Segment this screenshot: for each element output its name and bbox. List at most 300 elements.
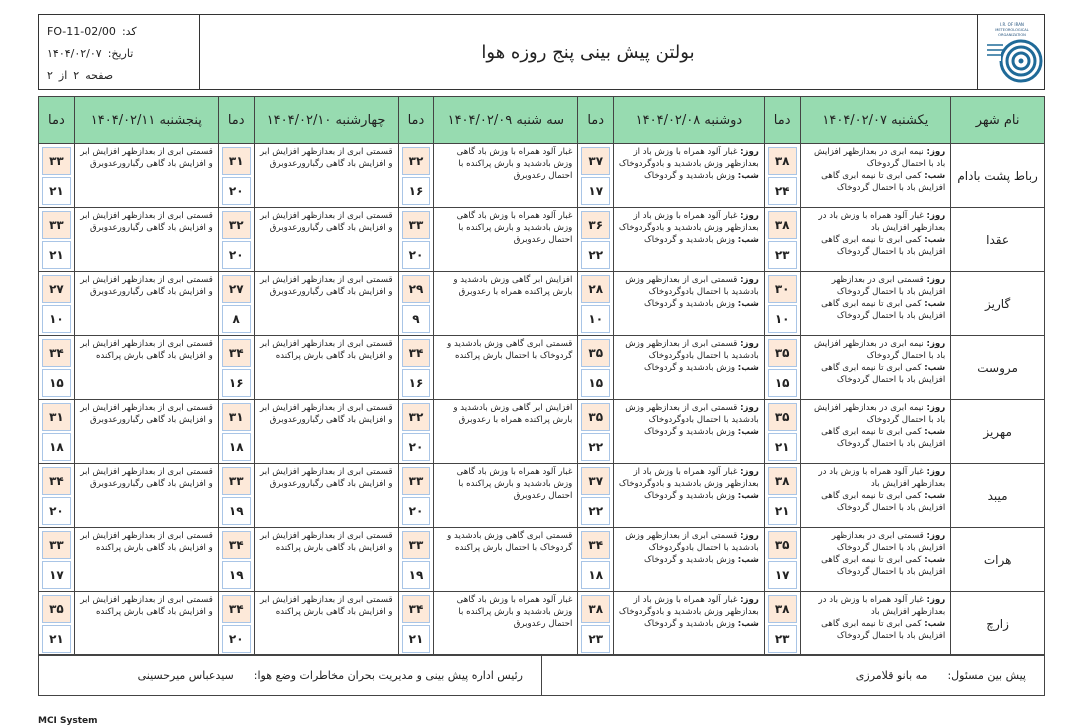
max-temperature: ۳۲ [402,403,431,431]
night-forecast-text: وزش بادشدید و گردوخاک [644,299,736,309]
temperature-pair [39,337,74,399]
temperature-cell [218,400,254,464]
temperature-pair [578,209,613,271]
temperature-cell [578,272,614,336]
min-temperature: ۱۹ [222,561,251,589]
max-temperature: ۳۵ [581,403,610,431]
city-name: هرات [951,528,1045,592]
forecast-description [434,336,578,400]
forecast-description [74,464,218,528]
night-forecast-text: وزش بادشدید و گردوخاک [644,171,736,181]
code-label: کد: [121,25,137,38]
temperature-cell [218,336,254,400]
temperature-pair [39,145,74,207]
max-temperature: ۳۴ [402,595,431,623]
max-temperature: ۳۰ [768,275,797,303]
night-forecast-text: کمی ابری تا نیمه ابری گاهی افزایش باد با احتمال گردوخاک [821,299,946,321]
forecast-text: قسمتی ابری از بعدازظهر افزایش ابر و افزایش باد گاهی بارش پراکنده [80,339,213,361]
table-row [39,336,1045,400]
day-forecast-text: غبار آلود همراه با وزش باد در بعدازظهر افزایش باد [818,467,946,489]
max-temperature: ۳۳ [42,211,71,239]
forecaster-label: پیش بین مسئول: [947,668,1026,682]
max-temperature: ۳۴ [222,595,251,623]
min-temperature: ۱۰ [581,305,610,333]
temperature-cell [398,592,434,656]
max-temperature: ۳۸ [768,595,797,623]
temperature-pair [765,529,800,591]
forecast-description [800,144,951,208]
night-forecast [618,234,759,246]
city-column-header: نام شهر [951,97,1045,144]
forecaster-block [542,655,1044,695]
table-row [39,272,1045,336]
max-temperature: ۳۸ [768,211,797,239]
night-prefix: شب: [924,299,946,309]
day-column-header: یکشنبه ۱۴۰۴/۰۲/۰۷ [800,97,951,144]
max-temperature: ۲۸ [581,275,610,303]
day-forecast [618,210,759,234]
day-column-header: چهارشنبه ۱۴۰۴/۰۲/۱۰ [254,97,398,144]
day-forecast-text: قسمتی ابری در بعدازظهر افزایش باد با احتمال گردوخاک [831,275,946,297]
head-label: رئیس اداره پیش بینی و مدیریت بحران مخاطرات وضع هوا: [253,668,523,682]
forecast-description [434,400,578,464]
temperature-cell [398,336,434,400]
day-prefix: روز: [926,339,946,349]
temperature-pair [39,593,74,655]
forecast-description [800,464,951,528]
max-temperature: ۳۳ [42,147,71,175]
forecast-description [614,528,765,592]
forecast-description [74,336,218,400]
temperature-pair [39,209,74,271]
night-prefix: شب: [924,363,946,373]
max-temperature: ۳۵ [768,403,797,431]
forecast-description [434,528,578,592]
forecast-description [74,592,218,656]
night-prefix: شب: [737,619,759,629]
forecast-description [254,208,398,272]
max-temperature: ۳۱ [42,403,71,431]
night-forecast [618,298,759,310]
svg-text:METEOROLOGICAL: METEOROLOGICAL [995,28,1029,32]
max-temperature: ۳۸ [768,467,797,495]
min-temperature: ۲۳ [581,625,610,653]
min-temperature: ۱۰ [768,305,797,333]
forecast-description [74,272,218,336]
min-temperature: ۱۵ [581,369,610,397]
day-forecast-text: غبار آلود همراه با وزش باد در بعدازظهر افزایش باد [818,211,946,233]
temperature-cell [578,144,614,208]
meteorology-logo-icon [981,19,1043,85]
forecast-description [800,528,951,592]
temperature-pair [39,465,74,527]
max-temperature: ۳۱ [222,403,251,431]
day-forecast-text: غبار آلود همراه با وزش باد از بعدازظهر وزش بادشدید و بادوگردوخاک [618,211,759,233]
day-prefix: روز: [926,403,946,413]
city-name: میبد [951,464,1045,528]
day-prefix: روز: [740,531,759,541]
night-prefix: شب: [737,491,759,501]
temperature-cell [39,464,75,528]
temperature-pair [765,145,800,207]
signature-footer [38,654,1045,696]
temperature-cell [218,272,254,336]
forecast-text: قسمتی ابری از بعدازظهر افزایش ابر و افزایش باد گاهی رگبارورعدوبرق [260,147,393,169]
night-prefix: شب: [924,619,946,629]
forecast-text: قسمتی ابری از بعدازظهر افزایش ابر و افزایش باد گاهی بارش پراکنده [80,595,213,617]
temperature-pair [578,273,613,335]
forecast-description [800,208,951,272]
page-current: ۲ [73,69,80,82]
min-temperature: ۱۰ [42,305,71,333]
night-forecast-text: کمی ابری تا نیمه ابری گاهی افزایش باد با احتمال گردوخاک [821,619,946,641]
max-temperature: ۳۲ [402,147,431,175]
day-forecast [618,338,759,362]
day-forecast-text: قسمتی ابری از بعدازظهر وزش بادشدید با احتمال بادوگردوخاک [625,275,759,297]
temperature-pair [219,209,254,271]
temperature-pair [578,337,613,399]
min-temperature: ۲۰ [402,497,431,525]
night-prefix: شب: [737,299,759,309]
day-column-header: دوشنبه ۱۴۰۴/۰۲/۰۸ [614,97,765,144]
day-forecast [618,146,759,170]
day-forecast-text: غبار آلود همراه با وزش باد از بعدازظهر وزش بادشدید و بادوگردوخاک [618,595,759,617]
min-temperature: ۲۳ [768,625,797,653]
min-temperature: ۱۸ [222,433,251,461]
page-total: ۲ [47,69,53,82]
night-forecast [805,170,946,194]
night-forecast-text: وزش بادشدید و گردوخاک [644,619,736,629]
forecast-description [800,336,951,400]
night-prefix: شب: [924,427,946,437]
day-forecast [805,146,946,170]
temperature-cell [39,208,75,272]
day-prefix: روز: [740,339,759,349]
night-forecast [805,554,946,578]
min-temperature: ۱۹ [402,561,431,589]
temperature-pair [399,529,434,591]
temperature-cell [578,464,614,528]
forecast-text: افزایش ابر گاهی وزش بادشدید و بارش پراکنده همراه با رعدوبرق [453,403,573,425]
temperature-pair [219,593,254,655]
night-prefix: شب: [924,491,946,501]
night-forecast [805,490,946,514]
min-temperature: ۲۴ [768,177,797,205]
forecast-text: قسمتی ابری از بعدازظهر افزایش ابر و افزایش باد گاهی بارش پراکنده [260,339,393,361]
forecast-description [254,464,398,528]
min-temperature: ۱۸ [581,561,610,589]
temperature-cell [39,144,75,208]
day-forecast [805,338,946,362]
day-prefix: روز: [926,467,946,477]
max-temperature: ۳۵ [42,595,71,623]
temperature-cell [398,400,434,464]
day-forecast-text: غبار آلود همراه با وزش باد از بعدازظهر وزش بادشدید و بادوگردوخاک [618,467,759,489]
code-row [47,21,192,43]
temperature-cell [578,336,614,400]
max-temperature: ۳۳ [402,211,431,239]
svg-text:I.R. OF IRAN: I.R. OF IRAN [1000,22,1024,27]
page-of: از [58,69,68,82]
forecast-description [434,144,578,208]
night-forecast-text: وزش بادشدید و گردوخاک [644,427,736,437]
day-forecast-text: نیمه ابری در بعدازظهر افزایش باد با احتمال گردوخاک [813,147,946,169]
max-temperature: ۳۶ [581,211,610,239]
temp-column-header: دما [398,97,434,144]
min-temperature: ۲۰ [222,625,251,653]
forecast-description [74,400,218,464]
temp-column-header: دما [764,97,800,144]
max-temperature: ۳۴ [222,531,251,559]
night-prefix: شب: [737,171,759,181]
forecast-text: افزایش ابر گاهی وزش بادشدید و بارش پراکنده همراه با رعدوبرق [453,275,573,297]
table-row [39,400,1045,464]
max-temperature: ۳۴ [42,339,71,367]
temperature-cell [39,592,75,656]
temperature-pair [578,465,613,527]
forecast-text: قسمتی ابری از بعدازظهر افزایش ابر و افزایش باد گاهی رگبارورعدوبرق [80,403,213,425]
day-prefix: روز: [926,275,946,285]
min-temperature: ۲۱ [42,241,71,269]
temperature-pair [399,273,434,335]
svg-text:ORGANIZATION: ORGANIZATION [998,33,1026,37]
night-forecast [618,362,759,374]
day-prefix: روز: [740,275,759,285]
temperature-cell [218,464,254,528]
night-forecast-text: وزش بادشدید و گردوخاک [644,555,736,565]
max-temperature: ۳۳ [222,467,251,495]
forecast-text: قسمتی ابری از بعدازظهر افزایش ابر و افزایش باد گاهی بارش پراکنده [80,531,213,553]
head-block [39,655,542,695]
temperature-cell [39,336,75,400]
min-temperature: ۲۰ [402,433,431,461]
temperature-pair [39,273,74,335]
forecast-description [254,528,398,592]
min-temperature: ۸ [222,305,251,333]
temperature-cell [218,144,254,208]
day-forecast [805,210,946,234]
temperature-cell [218,208,254,272]
forecast-description [800,400,951,464]
temperature-cell [218,528,254,592]
city-name: گاریز [951,272,1045,336]
forecast-description [254,592,398,656]
temperature-pair [399,337,434,399]
code-value: FO-11-02/00 [47,25,116,38]
forecast-description [614,208,765,272]
night-forecast [805,362,946,386]
max-temperature: ۳۸ [768,147,797,175]
night-forecast [618,554,759,566]
forecast-text: قسمتی ابری از بعدازظهر افزایش ابر و افزایش باد گاهی رگبارورعدوبرق [260,403,393,425]
temperature-pair [39,529,74,591]
forecast-text: غبار آلود همراه با وزش باد گاهی وزش بادشدید و بارش پراکنده با احتمال رعدوبرق [456,147,573,181]
day-prefix: روز: [926,595,946,605]
temperature-cell [578,400,614,464]
forecast-description [614,144,765,208]
night-forecast [618,170,759,182]
min-temperature: ۲۰ [222,177,251,205]
system-note: MCI System [38,716,98,726]
day-forecast [805,274,946,298]
day-prefix: روز: [926,147,946,157]
max-temperature: ۳۳ [42,531,71,559]
min-temperature: ۲۱ [402,625,431,653]
max-temperature: ۳۲ [222,211,251,239]
min-temperature: ۱۷ [581,177,610,205]
night-prefix: شب: [737,427,759,437]
night-prefix: شب: [924,555,946,565]
min-temperature: ۲۱ [42,625,71,653]
date-value: ۱۴۰۴/۰۲/۰۷ [47,47,102,60]
day-forecast-text: نیمه ابری در بعدازظهر افزایش باد با احتمال گردوخاک [813,403,946,425]
temperature-pair [219,145,254,207]
forecast-text: قسمتی ابری گاهی وزش بادشدید و گردوخاک با احتمال بارش پراکنده [447,339,573,361]
organization-logo [981,19,1043,85]
temperature-cell [764,592,800,656]
temperature-pair [765,401,800,463]
table-row [39,464,1045,528]
forecast-description [614,400,765,464]
max-temperature: ۳۳ [402,531,431,559]
document-meta [47,21,192,87]
temp-column-header: دما [578,97,614,144]
forecaster-name: مه بانو قلامرزی [855,668,928,682]
night-forecast [805,618,946,642]
temperature-cell [764,336,800,400]
night-forecast [805,298,946,322]
night-forecast [618,490,759,502]
temperature-cell [398,528,434,592]
forecast-text: قسمتی ابری از بعدازظهر افزایش ابر و افزایش باد گاهی رگبارورعدوبرق [80,211,213,233]
temperature-pair [765,465,800,527]
table-row [39,528,1045,592]
night-forecast [805,234,946,258]
table-row [39,144,1045,208]
forecast-text: قسمتی ابری از بعدازظهر افزایش ابر و افزایش باد گاهی رگبارورعدوبرق [80,147,213,169]
temperature-cell [39,400,75,464]
night-forecast-text: کمی ابری تا نیمه ابری گاهی افزایش باد با احتمال گردوخاک [821,555,946,577]
city-name: مهریز [951,400,1045,464]
max-temperature: ۳۴ [42,467,71,495]
min-temperature: ۲۲ [581,241,610,269]
night-forecast-text: کمی ابری تا نیمه ابری گاهی افزایش باد با احتمال گردوخاک [821,171,946,193]
day-forecast [618,594,759,618]
temperature-cell [764,272,800,336]
forecast-description [254,272,398,336]
temperature-pair [578,529,613,591]
min-temperature: ۲۲ [581,433,610,461]
temperature-cell [764,464,800,528]
min-temperature: ۹ [402,305,431,333]
min-temperature: ۲۱ [768,433,797,461]
temperature-cell [764,144,800,208]
temperature-pair [578,593,613,655]
forecast-text: قسمتی ابری از بعدازظهر افزایش ابر و افزایش باد گاهی رگبارورعدوبرق [260,467,393,489]
forecast-description [74,144,218,208]
day-forecast [618,402,759,426]
day-forecast [618,274,759,298]
day-forecast-text: قسمتی ابری از بعدازظهر وزش بادشدید با احتمال بادوگردوخاک [625,403,759,425]
temperature-pair [765,273,800,335]
temperature-cell [398,272,434,336]
night-forecast [805,426,946,450]
forecast-description [434,592,578,656]
forecast-description [254,336,398,400]
temperature-pair [399,593,434,655]
table-header-row [39,97,1045,144]
forecast-text: قسمتی ابری از بعدازظهر افزایش ابر و افزایش باد گاهی رگبارورعدوبرق [260,211,393,233]
night-forecast [618,426,759,438]
temp-column-header: دما [39,97,75,144]
temperature-pair [765,209,800,271]
max-temperature: ۲۷ [222,275,251,303]
temperature-cell [578,208,614,272]
day-prefix: روز: [740,595,759,605]
temperature-cell [398,208,434,272]
forecast-text: غبار آلود همراه با وزش باد گاهی وزش بادشدید و بارش پراکنده با احتمال رعدوبرق [456,467,573,501]
head-name: سیدعباس میرحسینی [137,668,234,682]
temperature-pair [399,401,434,463]
day-forecast-text: غبار آلود همراه با وزش باد در بعدازظهر افزایش باد [818,595,946,617]
night-forecast-text: وزش بادشدید و گردوخاک [644,363,736,373]
forecast-description [800,592,951,656]
max-temperature: ۳۵ [581,339,610,367]
temperature-pair [399,209,434,271]
max-temperature: ۳۷ [581,467,610,495]
day-column-header: پنجشنبه ۱۴۰۴/۰۲/۱۱ [74,97,218,144]
temperature-cell [39,272,75,336]
city-name: زارچ [951,592,1045,656]
forecast-description [614,272,765,336]
forecast-text: قسمتی ابری از بعدازظهر افزایش ابر و افزایش باد گاهی رگبارورعدوبرق [80,275,213,297]
temperature-cell [578,528,614,592]
temperature-pair [219,465,254,527]
page-label: صفحه [85,69,114,82]
day-prefix: روز: [740,467,759,477]
header-divider [977,15,978,89]
temperature-cell [764,208,800,272]
forecast-text: غبار آلود همراه با وزش باد گاهی وزش بادشدید و بارش پراکنده با احتمال رعدوبرق [456,211,573,245]
temperature-pair [219,529,254,591]
forecast-table [38,96,1045,656]
night-prefix: شب: [737,363,759,373]
min-temperature: ۱۶ [402,369,431,397]
day-forecast-text: غبار آلود همراه با وزش باد از بعدازظهر وزش بادشدید و بادوگردوخاک [618,147,759,169]
temperature-cell [764,400,800,464]
min-temperature: ۲۰ [42,497,71,525]
city-name: عقدا [951,208,1045,272]
table-row [39,208,1045,272]
day-prefix: روز: [740,211,759,221]
night-forecast-text: کمی ابری تا نیمه ابری گاهی افزایش باد با احتمال گردوخاک [821,235,946,257]
day-forecast-text: قسمتی ابری از بعدازظهر وزش بادشدید با احتمال بادوگردوخاک [625,339,759,361]
forecast-description [614,464,765,528]
day-prefix: روز: [926,531,946,541]
night-forecast-text: کمی ابری تا نیمه ابری گاهی افزایش باد با احتمال گردوخاک [821,491,946,513]
day-forecast [805,530,946,554]
min-temperature: ۱۵ [42,369,71,397]
night-prefix: شب: [924,235,946,245]
temperature-pair [219,337,254,399]
temperature-cell [398,464,434,528]
night-forecast-text: وزش بادشدید و گردوخاک [644,491,736,501]
temperature-pair [578,401,613,463]
min-temperature: ۱۶ [222,369,251,397]
city-name: رباط پشت بادام [951,144,1045,208]
day-prefix: روز: [926,211,946,221]
max-temperature: ۲۷ [42,275,71,303]
